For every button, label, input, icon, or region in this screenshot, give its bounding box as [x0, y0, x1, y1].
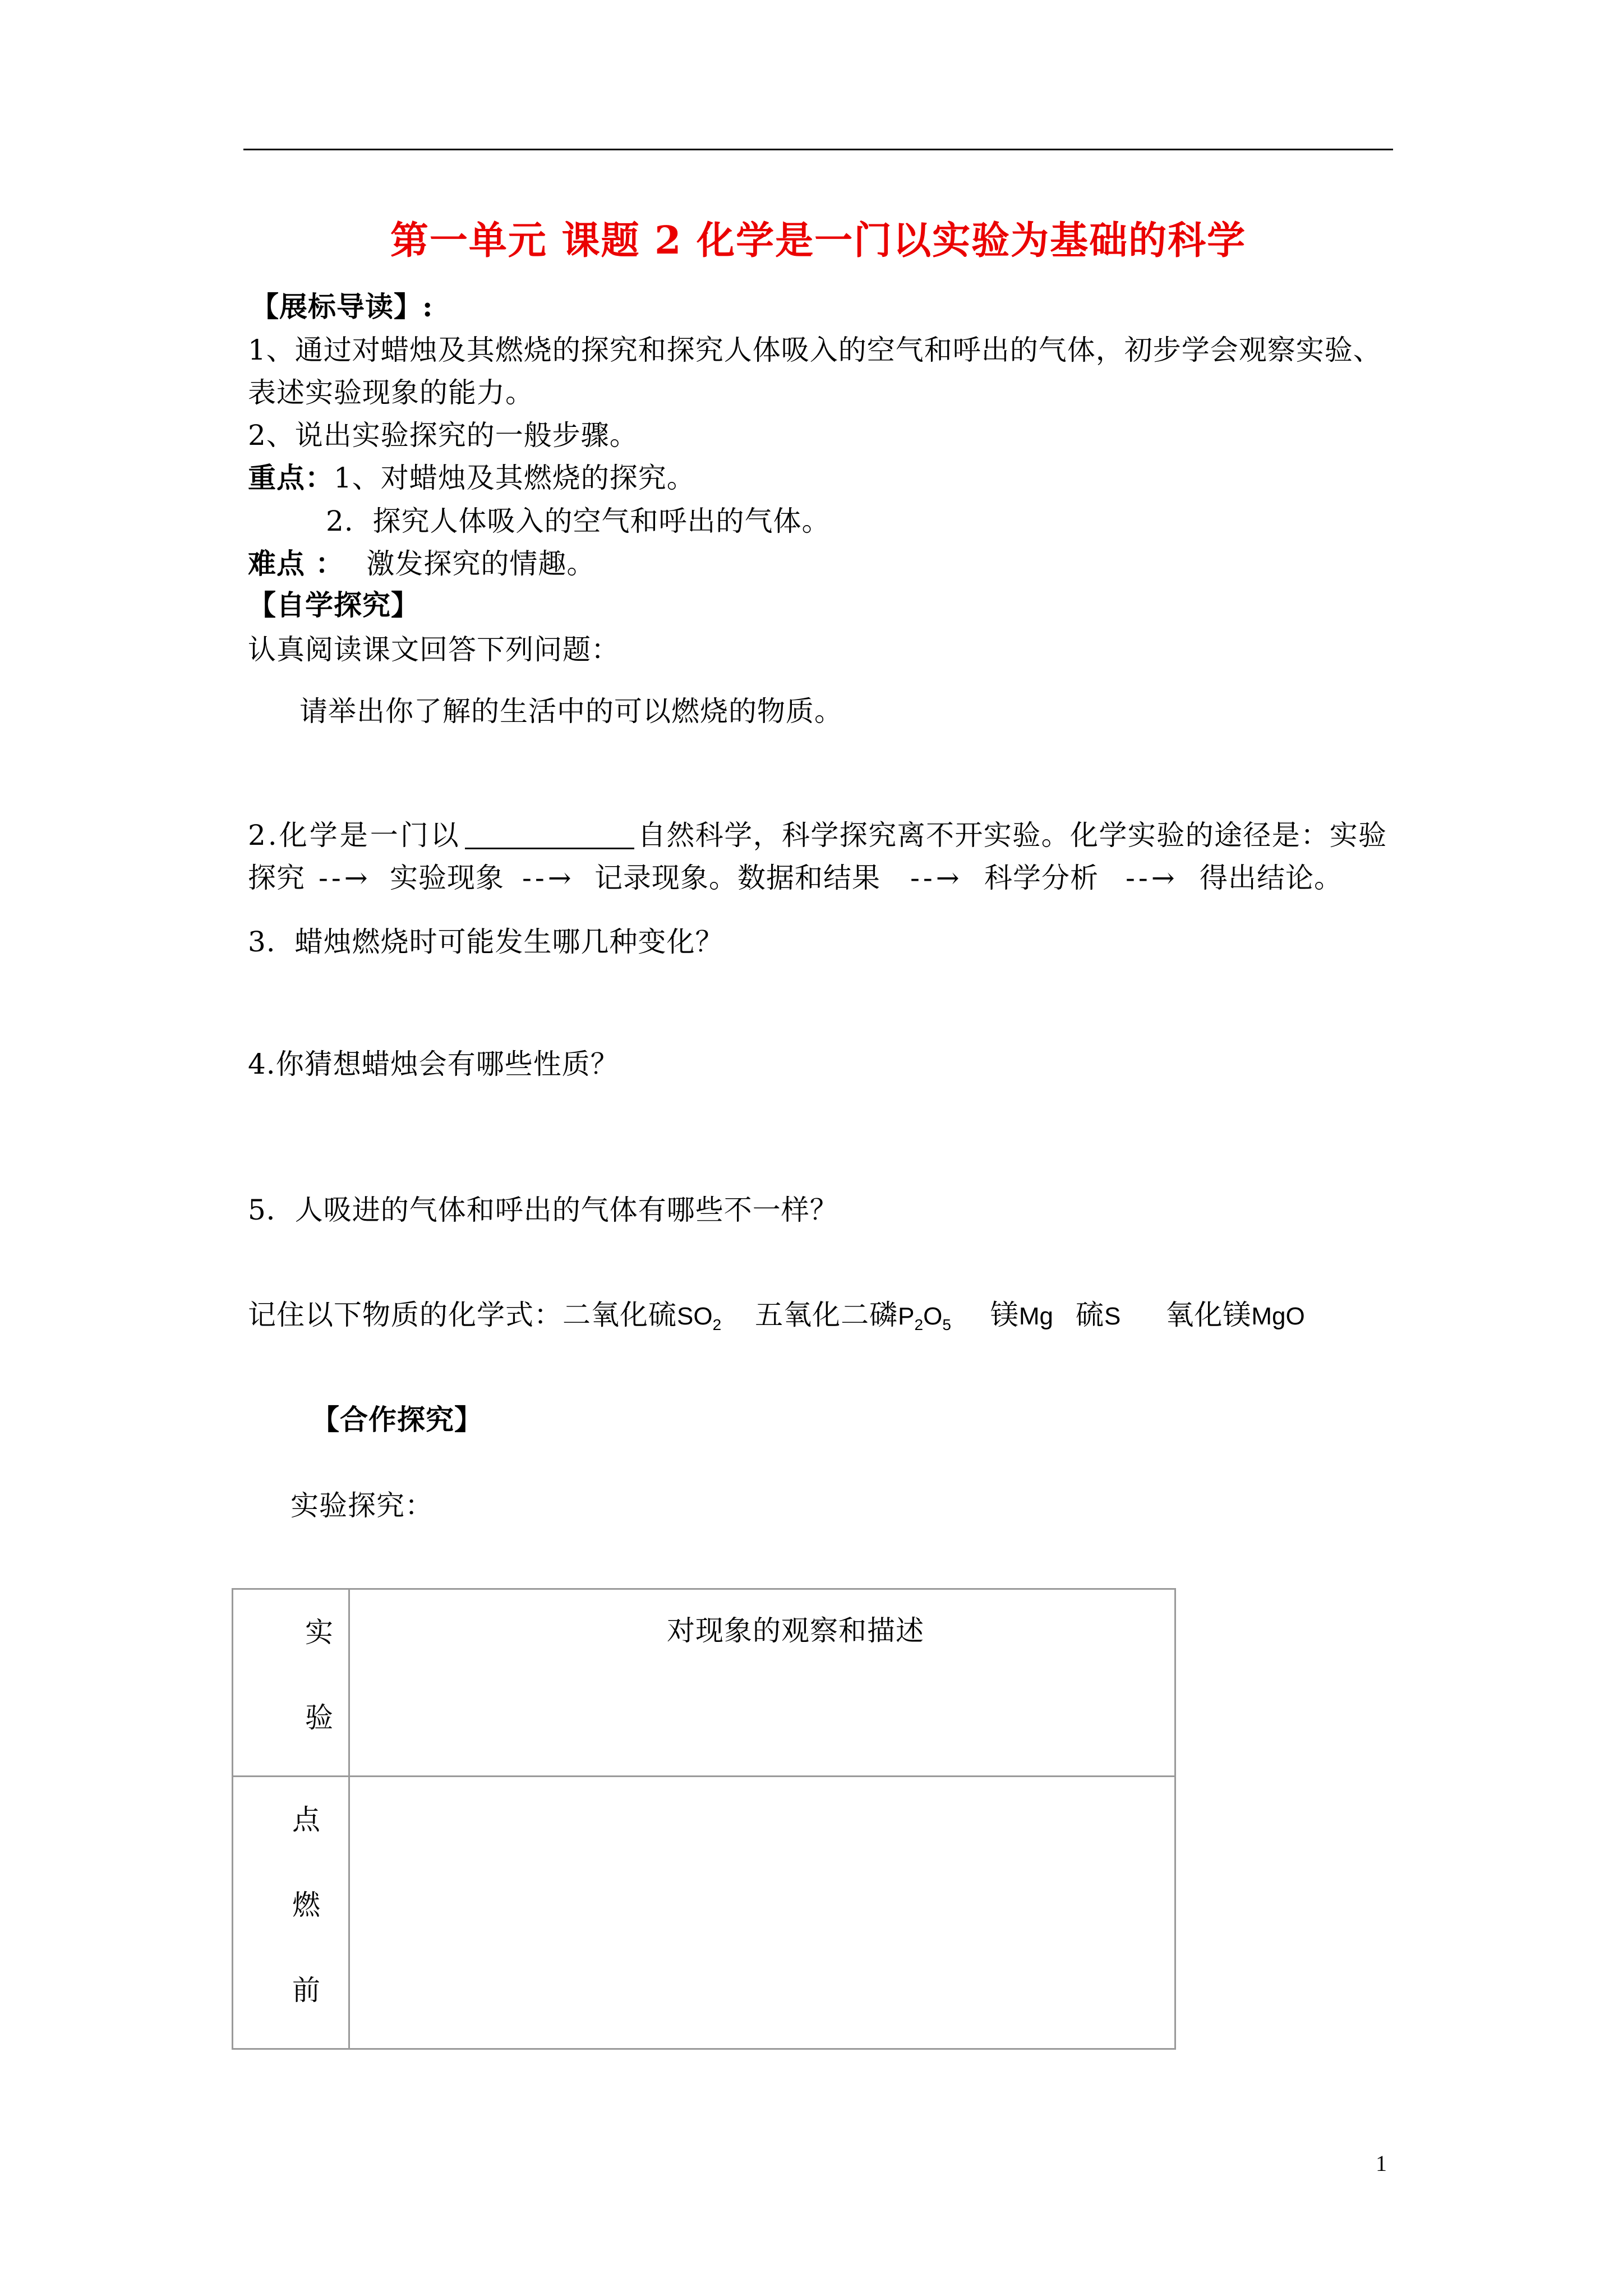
compound-name: 硫	[1076, 1299, 1105, 1331]
process-step: 探究	[248, 862, 305, 894]
formula-subscript: 2	[914, 1316, 924, 1333]
formula-symbol: O	[923, 1303, 943, 1330]
experiment-table	[232, 1588, 1176, 2050]
chemical-formula	[677, 1303, 722, 1333]
compound-name: 二氧化硫	[562, 1299, 677, 1331]
arrow-right-icon: --→	[910, 862, 963, 894]
fill-in-blank	[465, 818, 634, 849]
process-step: 得出结论。	[1200, 862, 1343, 894]
chemical-formula: Mg	[1018, 1303, 1054, 1330]
self-study-instruction: 认真阅读课文回答下列问题：	[248, 633, 620, 666]
question-2-after-blank: 自然科学，科学探究离不开实验。化学实验的途径是：实验	[638, 819, 1387, 852]
arrow-right-icon: --→	[1126, 862, 1178, 894]
formula-item	[1076, 1298, 1121, 1333]
question-3: 3. 蜡烛燃烧时可能发生哪几种变化？	[248, 926, 724, 958]
experiment-intro: 实验探究：	[291, 1489, 434, 1522]
guide-heading: 【展标导读】:	[251, 290, 434, 323]
key-points-label: 重点：	[248, 461, 334, 494]
page-number: 1	[1376, 2151, 1387, 2176]
cooperative-heading: 【合作探究】	[311, 1403, 483, 1436]
table-cell-stage: 点燃前	[292, 1803, 320, 2007]
arrow-right-icon: --→	[522, 862, 575, 894]
formula-item	[1165, 1298, 1304, 1333]
difficulty	[248, 547, 595, 581]
formula-item	[562, 1298, 721, 1333]
objective-2: 2、说出实验探究的一般步骤。	[248, 419, 638, 452]
objective-1-line-2: 表述实验现象的能力。	[248, 376, 534, 409]
process-step: 记录现象。数据和结果	[594, 862, 880, 894]
table-cell-observation	[350, 1777, 1174, 2048]
formula-subscript: 2	[712, 1316, 722, 1333]
formula-item	[755, 1298, 951, 1333]
formulas-label: 记住以下物质的化学式：	[248, 1299, 562, 1331]
compound-name: 氧化镁	[1165, 1299, 1252, 1331]
chemical-formula	[898, 1303, 951, 1333]
chemical-formula: MgO	[1251, 1303, 1305, 1330]
process-step: 实验现象	[390, 862, 504, 894]
formula-symbol: SO	[677, 1303, 713, 1330]
key-point-2: 2. 探究人体吸入的空气和呼出的气体。	[326, 505, 831, 537]
self-study-heading: 【自学探究】	[248, 588, 419, 622]
key-point-1	[248, 461, 695, 495]
difficulty-label: 难点 ：	[248, 547, 344, 580]
arrow-right-icon: --→	[319, 862, 371, 894]
objective-1-line-1: 1、通过对蜡烛及其燃烧的探究和探究人体吸入的空气和呼出的气体，初步学会观察实验、	[248, 334, 1382, 366]
difficulty-text: 激发探究的情趣。	[366, 547, 596, 580]
question-1: 请举出你了解的生活中的可以燃烧的物质。	[299, 695, 843, 728]
question-4: 4.你猜想蜡烛会有哪些性质？	[248, 1048, 619, 1080]
compound-name: 五氧化二磷	[755, 1299, 898, 1331]
page-title: 第一单元 课题 2 化学是一门以实验为基础的科学	[390, 218, 1247, 263]
question-5: 5．人吸进的气体和呼出的气体有哪些不一样？	[248, 1194, 838, 1226]
chemical-formula: S	[1104, 1303, 1121, 1330]
compound-name: 镁	[990, 1299, 1019, 1331]
formula-subscript: 5	[942, 1316, 951, 1333]
formula-item	[990, 1298, 1053, 1333]
process-step: 科学分析	[984, 862, 1099, 894]
key-point-text: 1、对蜡烛及其燃烧的探究。	[334, 462, 695, 494]
header-rule	[243, 149, 1393, 150]
formulas-to-memorize	[248, 1298, 1305, 1333]
table-header-observation: 对现象的观察和描述	[667, 1614, 924, 1647]
question-2-before-blank: 2.化学是一门以	[248, 819, 461, 852]
table-header-experiment: 实验	[305, 1616, 333, 1734]
formula-symbol: P	[898, 1303, 915, 1330]
